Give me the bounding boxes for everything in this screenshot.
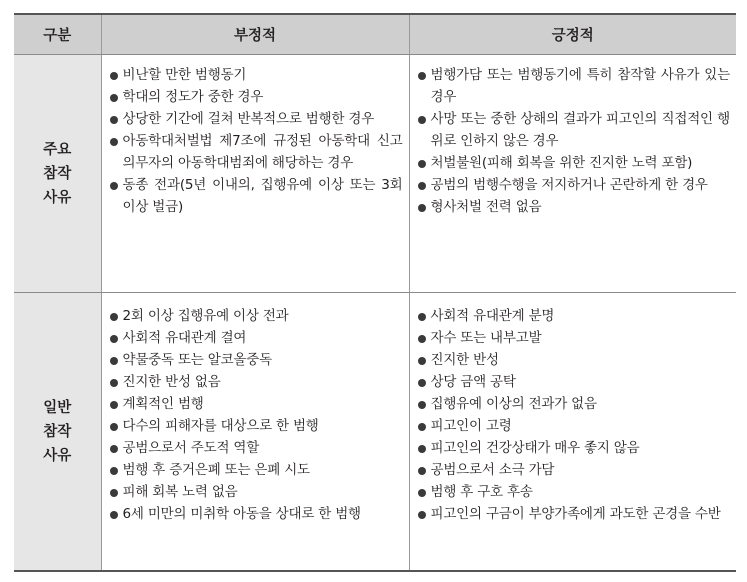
- list-item-text: 진지한 반성: [430, 352, 499, 368]
- list-item: [110, 108, 403, 130]
- sentencing-factors-table: [14, 13, 736, 572]
- list-item: [418, 174, 731, 196]
- bullet-icon: [110, 313, 118, 321]
- list-item-text: 범행 후 구호 후송: [430, 484, 533, 500]
- positive-factors-cell: [409, 55, 736, 293]
- list-item-text: 처벌불원(피해 회복을 위한 진지한 노력 포함): [430, 155, 693, 171]
- negative-factors-cell: [101, 55, 409, 293]
- list-item-text: 진지한 반성 없음: [122, 374, 221, 390]
- bullet-icon: [110, 116, 118, 124]
- category-label-line: 일반: [43, 399, 72, 416]
- list-item-text: 공범의 범행수행을 저지하거나 곤란하게 한 경우: [430, 177, 708, 193]
- bullet-icon: [418, 445, 426, 453]
- list-item-text: 학대의 정도가 중한 경우: [122, 89, 264, 105]
- bullet-icon: [110, 467, 118, 475]
- bullet-icon: [418, 335, 426, 343]
- list-item-text: 사회적 유대관계 결여: [122, 330, 247, 346]
- table-row-main-factors: [14, 55, 736, 293]
- category-label-line: 사유: [43, 189, 72, 206]
- list-item: [110, 459, 403, 481]
- list-item: [110, 503, 403, 525]
- positive-factors-cell: [409, 293, 736, 572]
- list-item: [110, 349, 403, 371]
- list-item: [110, 393, 403, 415]
- list-item: [110, 327, 403, 349]
- bullet-icon: [110, 445, 118, 453]
- list-item: [418, 108, 731, 152]
- bullet-icon: [110, 182, 118, 190]
- list-item: [418, 503, 731, 525]
- category-label-line: 사유: [43, 447, 72, 464]
- bullet-icon: [418, 313, 426, 321]
- list-item: [418, 459, 731, 481]
- list-item-text: 약물중독 또는 알코올중독: [122, 352, 272, 368]
- category-label-line: 참작: [43, 165, 72, 182]
- list-item: [110, 415, 403, 437]
- category-general-factors: [14, 293, 101, 572]
- bullet-icon: [418, 489, 426, 497]
- bullet-icon: [418, 467, 426, 475]
- list-item-text: 피해 회복 노력 없음: [122, 484, 238, 500]
- bullet-icon: [418, 423, 426, 431]
- category-label-line: 주요: [43, 141, 72, 158]
- list-item-text: 집행유예 이상의 전과가 없음: [430, 396, 597, 412]
- bullet-icon: [110, 357, 118, 365]
- bullet-icon: [110, 94, 118, 102]
- list-item-text: 피고인의 건강상태가 매우 좋지 않음: [430, 440, 640, 456]
- bullet-icon: [418, 72, 426, 80]
- list-item: [110, 130, 403, 174]
- bullet-icon: [418, 357, 426, 365]
- header-negative: 부정적: [101, 14, 409, 55]
- list-item: [418, 327, 731, 349]
- bullet-icon: [418, 401, 426, 409]
- list-item: [418, 305, 731, 327]
- category-label-line: 참작: [43, 423, 72, 440]
- list-item: [418, 152, 731, 174]
- list-item-text: 피고인이 고령: [430, 418, 512, 434]
- negative-factors-cell: [101, 293, 409, 572]
- bullet-icon: [110, 72, 118, 80]
- bullet-icon: [418, 160, 426, 168]
- list-item: [418, 349, 731, 371]
- bullet-icon: [418, 204, 426, 212]
- list-item: [418, 393, 731, 415]
- list-item-text: 형사처벌 전력 없음: [430, 199, 542, 215]
- header-category: 구분: [14, 14, 101, 55]
- list-item-text: 비난할 만한 범행동기: [122, 67, 247, 83]
- list-item-text: 범행 후 증거은폐 또는 은폐 시도: [122, 462, 310, 478]
- list-item: [418, 371, 731, 393]
- list-item: [110, 305, 403, 327]
- bullet-icon: [110, 511, 118, 519]
- list-item-text: 계획적인 범행: [122, 396, 204, 412]
- bullet-icon: [110, 138, 118, 146]
- list-item-text: 동종 전과(5년 이내의, 집행유예 이상 또는 3회 이상 벌금): [122, 177, 403, 215]
- list-item-text: 공범으로서 소극 가담: [430, 462, 555, 478]
- list-item: [418, 415, 731, 437]
- list-item: [418, 481, 731, 503]
- list-item: [110, 64, 403, 86]
- bullet-icon: [418, 116, 426, 124]
- bullet-icon: [110, 489, 118, 497]
- bullet-icon: [110, 335, 118, 343]
- list-item-text: 6세 미만의 미취학 아동을 상대로 한 범행: [122, 506, 361, 522]
- list-item-text: 상당 금액 공탁: [430, 374, 516, 390]
- list-item-text: 2회 이상 집행유예 이상 전과: [122, 308, 289, 324]
- list-item-text: 사망 또는 중한 상해의 결과가 피고인의 직접적인 행위로 인하지 않은 경우: [430, 111, 730, 149]
- list-item: [110, 481, 403, 503]
- sentencing-factors-table-container: [14, 13, 736, 572]
- table-row-general-factors: [14, 293, 736, 572]
- list-item: [418, 64, 731, 108]
- bullet-icon: [418, 182, 426, 190]
- list-item: [110, 371, 403, 393]
- list-item: [418, 437, 731, 459]
- list-item-text: 공범으로서 주도적 역할: [122, 440, 260, 456]
- list-item-text: 상당한 기간에 걸쳐 반복적으로 범행한 경우: [122, 111, 375, 127]
- bullet-icon: [110, 379, 118, 387]
- list-item: [110, 86, 403, 108]
- list-item-text: 아동학대처벌법 제7조에 규정된 아동학대 신고의무자의 아동학대범죄에 해당하는 경우: [122, 133, 403, 171]
- bullet-icon: [418, 511, 426, 519]
- list-item-text: 피고인의 구금이 부양가족에게 과도한 곤경을 수반: [430, 506, 721, 522]
- table-header-row: [14, 14, 736, 55]
- list-item-text: 범행가담 또는 범행동기에 특히 참작할 사유가 있는 경우: [430, 67, 730, 105]
- list-item-text: 사회적 유대관계 분명: [430, 308, 555, 324]
- list-item: [110, 437, 403, 459]
- list-item: [418, 196, 731, 218]
- bullet-icon: [110, 423, 118, 431]
- list-item-text: 다수의 피해자를 대상으로 한 범행: [122, 418, 319, 434]
- header-positive: 긍정적: [409, 14, 736, 55]
- list-item: [110, 174, 403, 218]
- list-item-text: 자수 또는 내부고발: [430, 330, 542, 346]
- category-main-factors: [14, 55, 101, 293]
- bullet-icon: [110, 401, 118, 409]
- bullet-icon: [418, 379, 426, 387]
